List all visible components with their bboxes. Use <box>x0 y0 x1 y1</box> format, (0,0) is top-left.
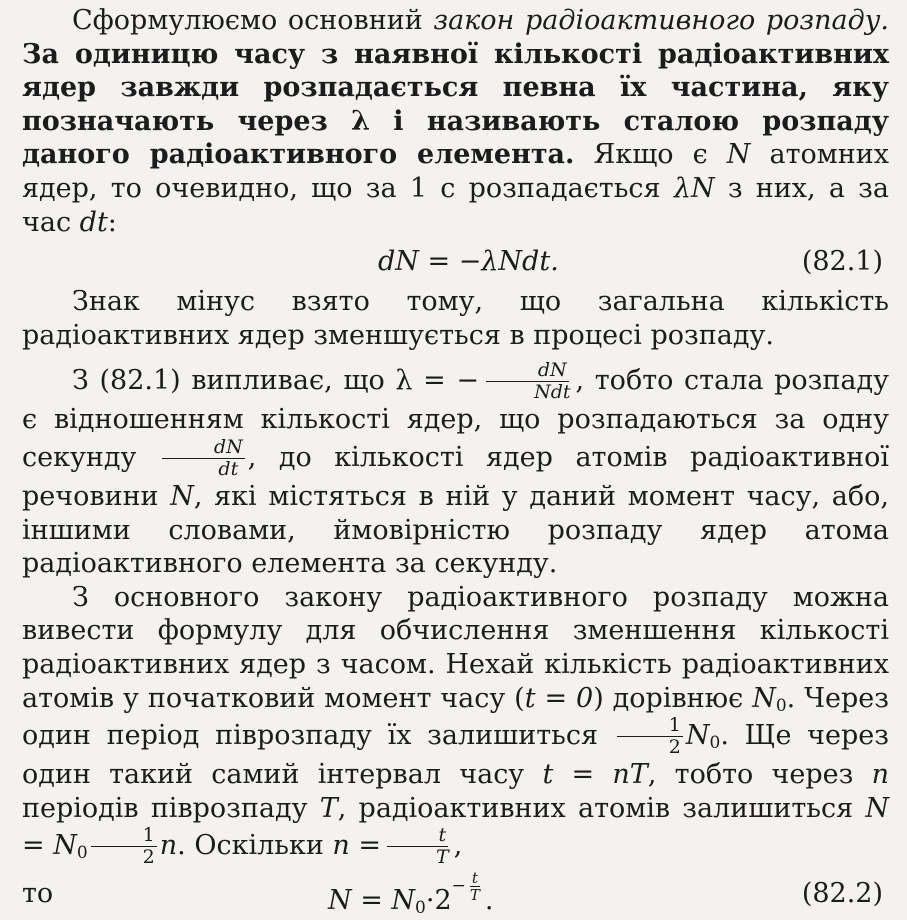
text-fragment: Якщо є <box>574 139 727 171</box>
variable-N: N <box>170 480 194 512</box>
subscript: 0 <box>709 733 721 754</box>
text-fragment: з них, а за час <box>22 172 889 238</box>
fraction-denominator: 2 <box>142 846 155 869</box>
paragraph-law-definition <box>22 4 889 239</box>
expression-n-equals: n = <box>332 830 382 862</box>
fraction-one-half <box>91 825 157 868</box>
expression-N-equals: N = N <box>328 885 416 917</box>
text-fragment: , <box>453 830 463 862</box>
text-fragment: атомних ядер, то очевидно, що за 1 с розпадається <box>22 139 889 204</box>
fraction-denominator: T <box>469 886 480 905</box>
text-fragment: , тобто через <box>647 759 872 791</box>
fraction-dN-Ndt <box>482 360 572 403</box>
subscript: 0 <box>775 695 787 716</box>
paragraph-derivation <box>22 581 889 869</box>
equation-body: dN = −λNdt. <box>378 246 559 278</box>
variable-T: T <box>319 792 338 824</box>
fraction-numerator: dN <box>162 437 245 459</box>
expression-t-zero: t = 0 <box>524 682 594 714</box>
subscript: 0 <box>76 843 88 864</box>
variable-dt: dt <box>79 206 108 238</box>
fraction-numerator: t <box>471 869 478 888</box>
fraction-dN-dt <box>162 437 245 480</box>
paragraph-decay-constant <box>22 360 889 580</box>
text-fragment: , до кількості ядер атомів радіоактивної речовини <box>22 441 890 512</box>
equation-number: (82.1) <box>801 246 883 278</box>
text-fragment: . Оскільки <box>177 830 333 862</box>
expression-t-nT: t = nT <box>542 759 648 791</box>
fraction-numerator: t <box>387 825 449 847</box>
text-fragment: , які містяться в ній у даний момент часу, або, іншими словами, ймовірністю розпаду ядер атома радіоактивного елемента за секунду. <box>22 480 889 580</box>
text-fragment: . Через один період піврозпаду їх залишиться <box>22 682 889 752</box>
variable-N: N <box>726 139 751 171</box>
paragraph-minus-sign <box>22 285 889 352</box>
variable-n: n <box>871 759 889 791</box>
text-fragment: . Ще через один такий самий інтервал часу <box>22 720 889 791</box>
expression-N-equals: N = N <box>22 792 889 862</box>
fraction-one-half <box>617 715 683 758</box>
equation-82-2 <box>22 868 889 920</box>
fraction-denominator: 2 <box>668 736 681 759</box>
fraction-t-over-T <box>468 870 482 903</box>
text-fragment: періодів піврозпаду <box>22 792 320 824</box>
equation-period: . <box>484 885 494 917</box>
fraction-denominator: dt <box>218 457 239 480</box>
exponent-sign: − <box>451 876 466 897</box>
text-fragment: , радіоактивних атомів залишиться <box>337 792 866 824</box>
law-statement: За одиницю часу з наявної кількості радіоактивних ядер завжди розпадається певна їх частина, яку позначають через λ і називають сталою розпаду даного радіоактивного елемента. <box>22 38 889 171</box>
subscript: 0 <box>415 898 426 919</box>
variable-N0: N <box>685 720 710 752</box>
text-fragment: Знак мінус взято тому, що загальна кількість радіоактивних ядер зменшується в процесі розпаду. <box>22 286 889 351</box>
equation-body <box>328 870 494 918</box>
fraction-denominator: T <box>436 846 449 869</box>
variable-n: n <box>159 830 178 862</box>
text-fragment: : <box>107 206 117 238</box>
equation-lead-word: то <box>22 878 54 910</box>
fraction-numerator: 1 <box>617 715 683 737</box>
text-fragment: З основного закону радіоактивного розпаду можна вивести формулу для обчислення зменшення кількості радіоактивних ядер з часом. Нехай кількість радіоактивних атомів у початковий момент часу ( <box>22 581 889 714</box>
law-name: закон радіоактивного розпаду. <box>433 5 889 36</box>
fraction-denominator: Ndt <box>534 381 571 404</box>
intro-text: Сформулюємо основний <box>72 5 434 36</box>
base-two: ·2 <box>425 885 452 917</box>
text-fragment: ) дорівнює <box>593 682 753 714</box>
text-fragment: З (82.1) випливає, що λ = − <box>72 365 480 397</box>
variable-N0: N <box>752 682 776 714</box>
exponent <box>452 870 485 903</box>
equation-82-1 <box>22 239 889 285</box>
fraction-numerator: dN <box>486 360 569 382</box>
text-fragment: , тобто стала розпаду є відношенням кількості ядер, що розпадаються за одну секунду <box>22 365 889 473</box>
fraction-numerator: 1 <box>91 825 157 847</box>
equation-number: (82.2) <box>801 878 883 910</box>
fraction-t-over-T <box>384 825 451 868</box>
variable-lambda-N: λN <box>673 172 715 204</box>
